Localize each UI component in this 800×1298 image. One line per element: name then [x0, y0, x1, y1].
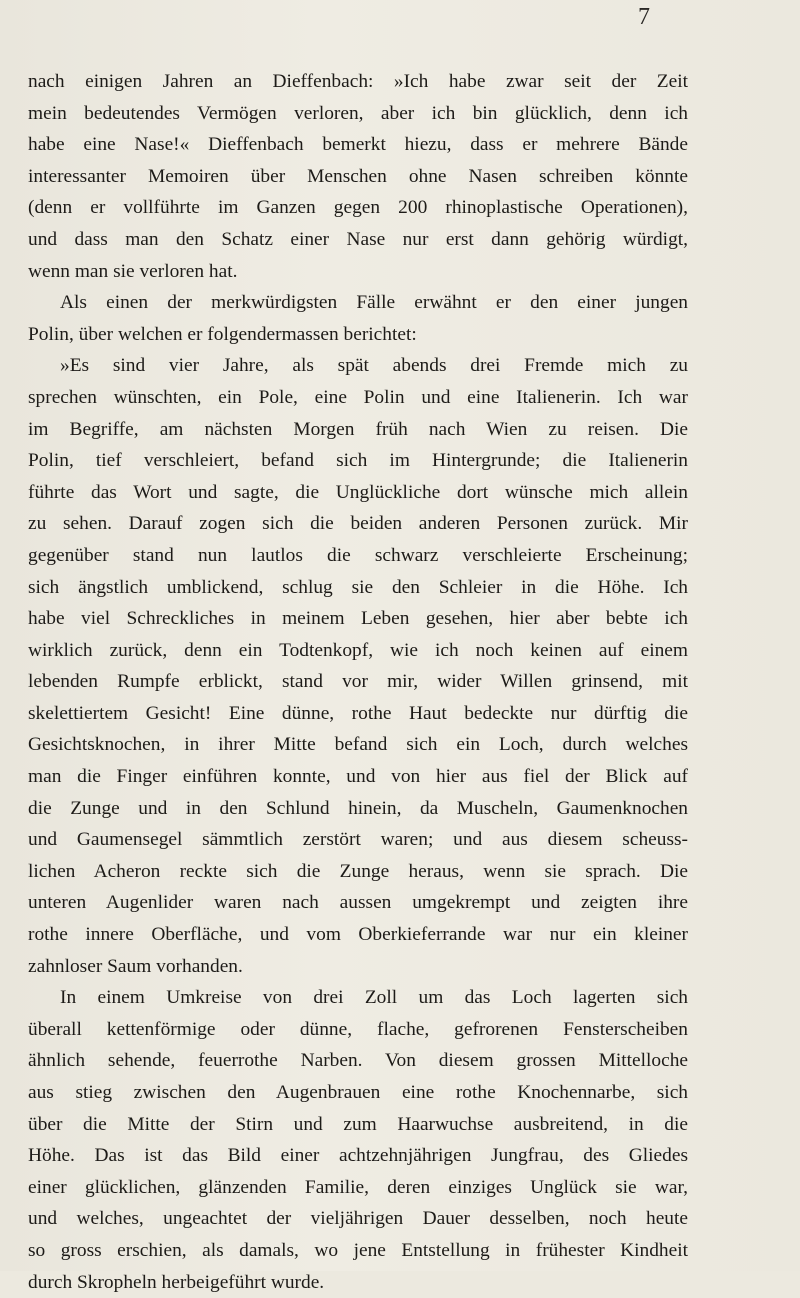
text-line: zahnloser Saum vorhanden.	[28, 955, 243, 977]
text-line: ähnlich sehende, feuerrothe Narben. Von diesem grossen Mittelloche	[28, 1050, 688, 1072]
text-line: habe viel Schreckliches in meinem Leben gesehen, hier aber bebte ich	[28, 608, 688, 630]
text-line: Gesichtsknochen, in ihrer Mitte befand sich ein Loch, durch welches	[28, 734, 688, 756]
text-line: mein bedeutendes Vermögen verloren, aber ich bin glücklich, denn ich	[28, 102, 688, 124]
text-line: unteren Augenlider waren nach aussen umgekrempt und zeigten ihre	[28, 892, 688, 914]
text-line: rothe innere Oberfläche, und vom Oberkieferrande war nur ein kleiner	[28, 924, 688, 946]
text-line: interessanter Memoiren über Menschen ohne Nasen schreiben könnte	[28, 165, 688, 187]
text-line: zu sehen. Darauf zogen sich die beiden anderen Personen zurück. Mir	[28, 513, 688, 535]
text-line: skelettiertem Gesicht! Eine dünne, rothe Haut bedeckte nur dürftig die	[28, 702, 688, 724]
text-line: überall kettenförmige oder dünne, flache, gefrorenen Fensterscheiben	[28, 1018, 688, 1040]
text-line: »Es sind vier Jahre, als spät abends drei Fremde mich zu	[60, 355, 688, 377]
text-line: Polin, über welchen er folgendermassen berichtet:	[28, 323, 417, 345]
text-line: In einem Umkreise von drei Zoll um das Loch lagerten sich	[60, 987, 688, 1009]
text-line: die Zunge und in den Schlund hinein, da Muscheln, Gaumenknochen	[28, 797, 688, 819]
text-line: Als einen der merkwürdigsten Fälle erwähnt er den einer jungen	[60, 292, 688, 314]
text-line: sich ängstlich umblickend, schlug sie den Schleier in die Höhe. Ich	[28, 576, 688, 598]
text-line: wenn man sie verloren hat.	[28, 260, 238, 282]
text-line: so gross erschien, als damals, wo jene Entstellung in frühester Kindheit	[28, 1239, 688, 1261]
text-line: führte das Wort und sagte, die Unglückliche dort wünsche mich allein	[28, 481, 688, 503]
text-line: lebenden Rumpfe erblickt, stand vor mir, wider Willen grinsend, mit	[28, 671, 688, 693]
text-line: lichen Acheron reckte sich die Zunge heraus, wenn sie sprach. Die	[28, 860, 688, 882]
text-line: und welches, ungeachtet der vieljährigen Dauer desselben, noch heute	[28, 1208, 688, 1230]
text-line: gegenüber stand nun lautlos die schwarz verschleierte Erscheinung;	[28, 544, 688, 566]
text-line: Polin, tief verschleiert, befand sich im Hintergrunde; die Italienerin	[28, 450, 688, 472]
paragraph	[28, 66, 688, 287]
text-line: durch Skropheln herbeigeführt wurde.	[28, 1271, 325, 1293]
text-line: Höhe. Das ist das Bild einer achtzehnjährigen Jungfrau, des Gliedes	[28, 1145, 688, 1167]
text-line: nach einigen Jahren an Dieffenbach: »Ich habe zwar seit der Zeit	[28, 71, 688, 92]
paragraph	[28, 982, 688, 1298]
text-line: sprechen wünschten, ein Pole, eine Polin und eine Italienerin. Ich war	[28, 386, 688, 408]
text-line: (denn er vollführte im Ganzen gegen 200 rhinoplastische Operationen),	[28, 197, 688, 219]
text-line: einer glücklichen, glänzenden Familie, deren einziges Unglück sie war,	[28, 1176, 688, 1198]
paragraph	[28, 287, 688, 350]
text-line: im Begriffe, am nächsten Morgen früh nach Wien zu reisen. Die	[28, 418, 688, 440]
text-line: und Gaumensegel sämmtlich zerstört waren; und aus diesem scheuss-	[28, 829, 688, 851]
text-line: aus stieg zwischen den Augenbrauen eine rothe Knochennarbe, sich	[28, 1082, 688, 1103]
text-line: über die Mitte der Stirn und zum Haarwuchse ausbreitend, in die	[28, 1113, 688, 1135]
text-line: wirklich zurück, denn ein Todtenkopf, wie ich noch keinen auf einem	[28, 639, 688, 661]
body-text	[28, 66, 688, 1298]
page-number: 7	[638, 4, 650, 30]
paragraph	[28, 350, 688, 982]
text-line: und dass man den Schatz einer Nase nur erst dann gehörig würdigt,	[28, 228, 688, 250]
text-line: habe eine Nase!« Dieffenbach bemerkt hiezu, dass er mehrere Bände	[28, 134, 688, 156]
text-line: man die Finger einführen konnte, und von hier aus fiel der Blick auf	[28, 766, 688, 788]
